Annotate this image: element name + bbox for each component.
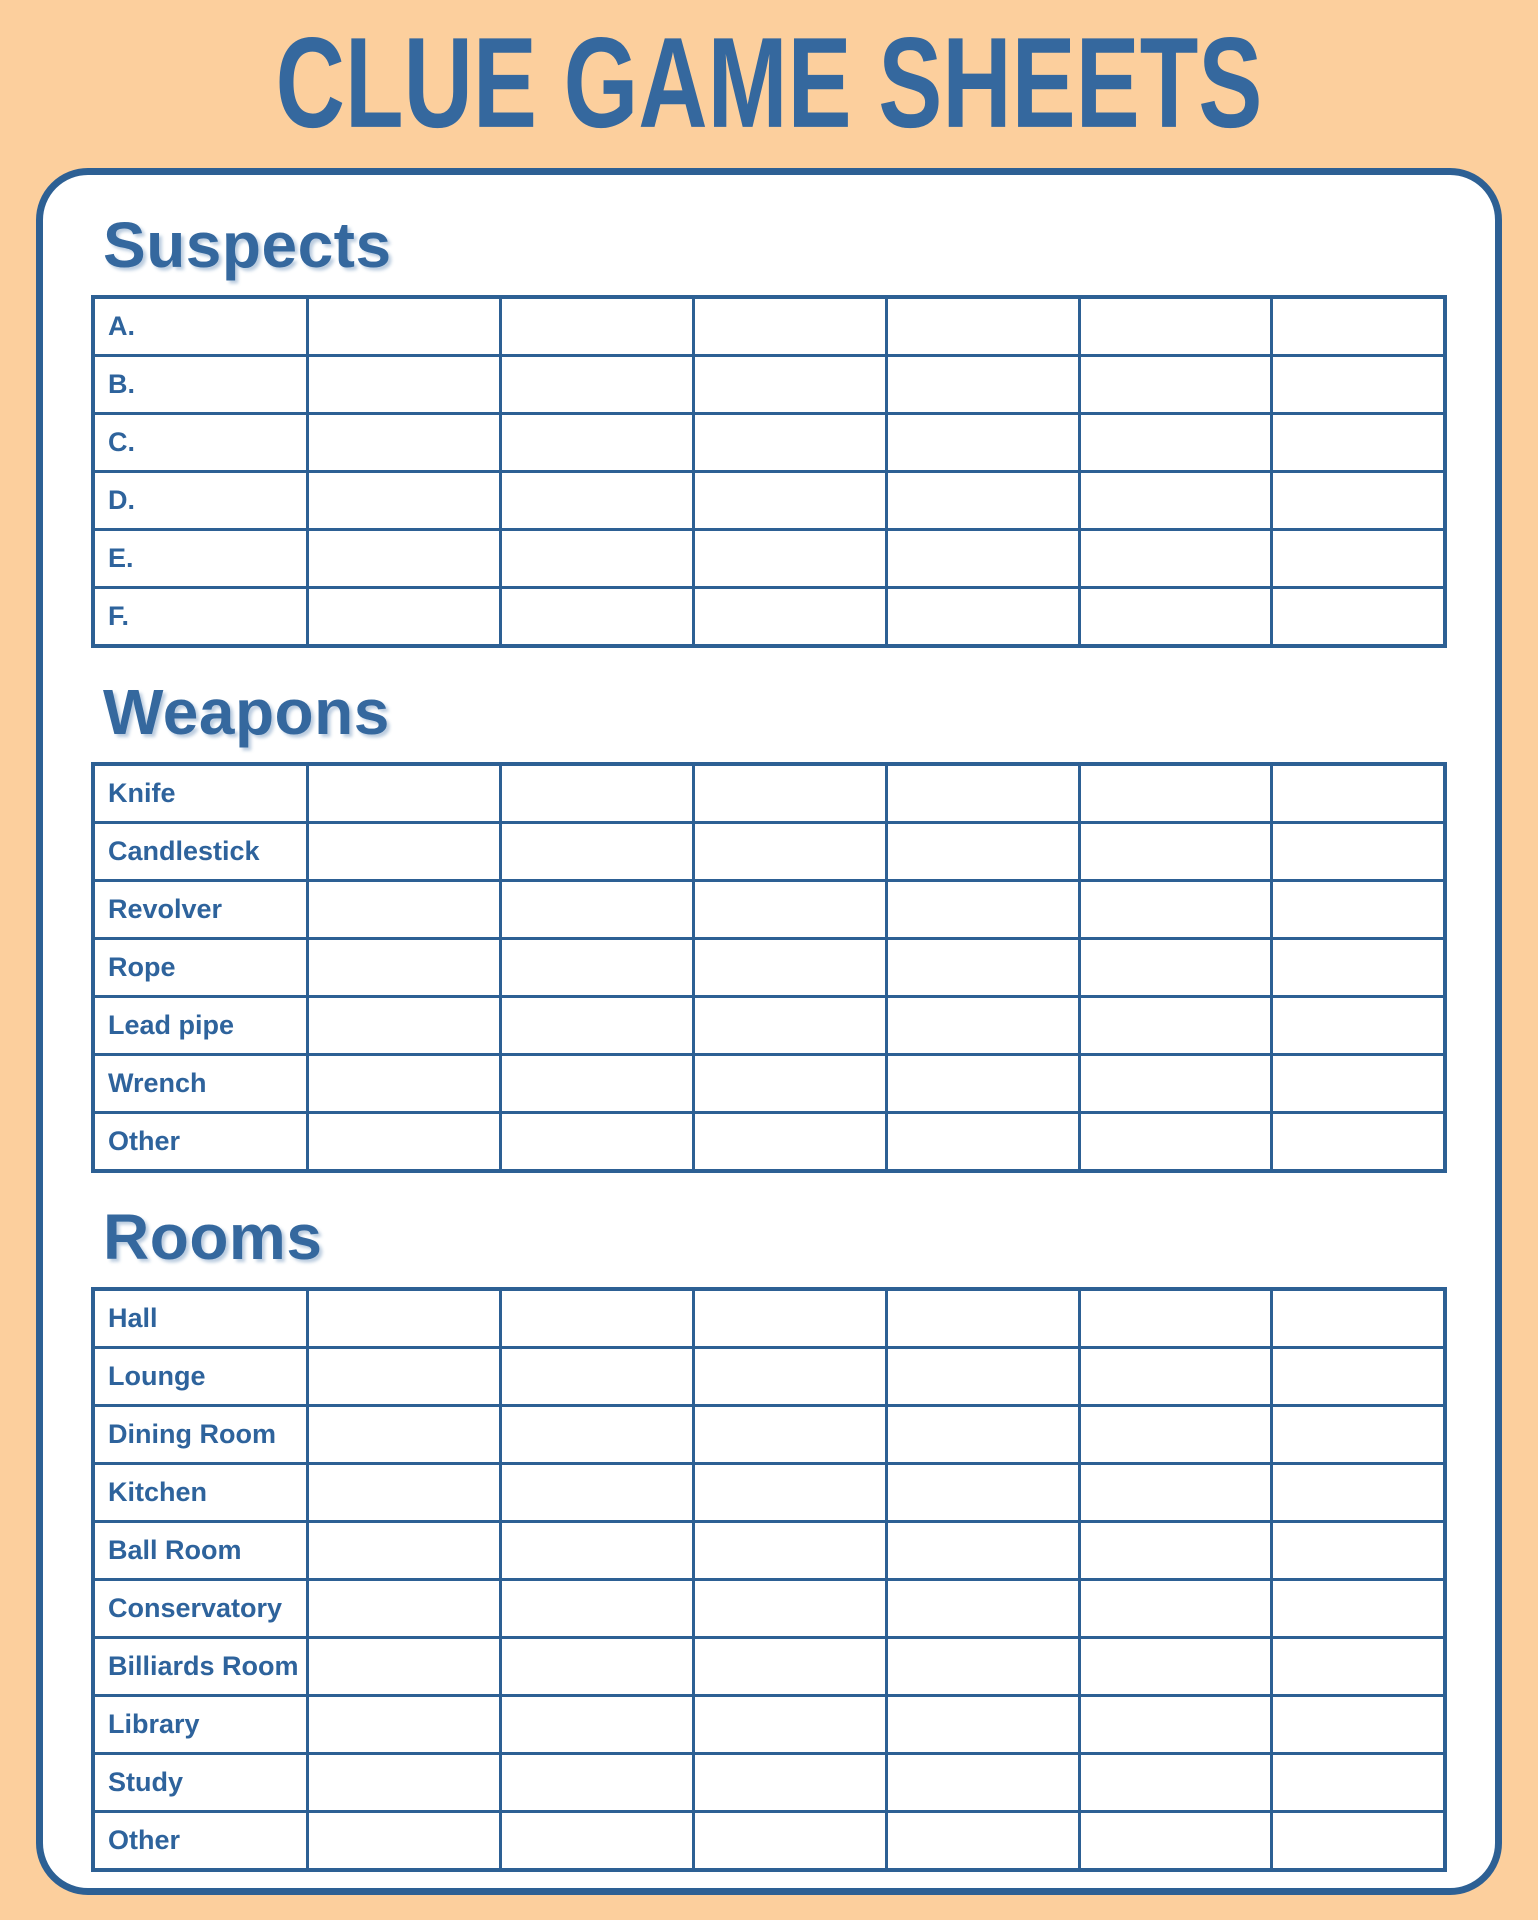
table-row [93, 1348, 1445, 1406]
mark-cell[interactable] [886, 1696, 1079, 1754]
mark-cell[interactable] [500, 1289, 693, 1348]
mark-cell[interactable] [886, 414, 1079, 472]
page-header [0, 0, 1538, 168]
row-label-rooms-7: Library [93, 1696, 307, 1754]
row-label-rooms-0: Hall [93, 1289, 307, 1348]
mark-cell[interactable] [886, 297, 1079, 356]
mark-cell[interactable] [307, 1289, 500, 1348]
mark-cell[interactable] [500, 1113, 693, 1172]
mark-cell[interactable] [1080, 1464, 1272, 1522]
mark-cell[interactable] [307, 881, 500, 939]
row-label-suspects-3: D. [93, 472, 307, 530]
mark-cell[interactable] [307, 297, 500, 356]
mark-cell[interactable] [1080, 530, 1272, 588]
mark-cell[interactable] [693, 588, 886, 647]
table-row [93, 939, 1445, 997]
table-row [93, 414, 1445, 472]
mark-cell[interactable] [1080, 1522, 1272, 1580]
mark-cell[interactable] [1271, 939, 1445, 997]
mark-cell[interactable] [693, 997, 886, 1055]
mark-cell[interactable] [1271, 1464, 1445, 1522]
table-row [93, 1754, 1445, 1812]
row-label-rooms-6: Billiards Room [93, 1638, 307, 1696]
row-label-weapons-1: Candlestick [93, 823, 307, 881]
mark-cell[interactable] [886, 1348, 1079, 1406]
mark-cell[interactable] [1080, 1113, 1272, 1172]
mark-cell[interactable] [886, 1812, 1079, 1871]
row-label-weapons-2: Revolver [93, 881, 307, 939]
mark-cell[interactable] [307, 997, 500, 1055]
mark-cell[interactable] [307, 588, 500, 647]
mark-cell[interactable] [1080, 1289, 1272, 1348]
mark-cell[interactable] [1080, 1754, 1272, 1812]
mark-cell[interactable] [693, 297, 886, 356]
table-row [93, 764, 1445, 823]
mark-cell[interactable] [693, 1522, 886, 1580]
table-row [93, 1638, 1445, 1696]
mark-cell[interactable] [886, 997, 1079, 1055]
section-weapons [91, 676, 1447, 1173]
mark-cell[interactable] [500, 530, 693, 588]
mark-cell[interactable] [1271, 881, 1445, 939]
row-label-suspects-1: B. [93, 356, 307, 414]
mark-cell[interactable] [307, 1812, 500, 1871]
rooms-table [91, 1287, 1447, 1872]
mark-cell[interactable] [1271, 1638, 1445, 1696]
mark-cell[interactable] [500, 588, 693, 647]
mark-cell[interactable] [1080, 1696, 1272, 1754]
mark-cell[interactable] [693, 472, 886, 530]
mark-cell[interactable] [1271, 588, 1445, 647]
table-row [93, 1580, 1445, 1638]
mark-cell[interactable] [886, 1113, 1079, 1172]
mark-cell[interactable] [500, 1522, 693, 1580]
mark-cell[interactable] [1080, 1638, 1272, 1696]
mark-cell[interactable] [693, 1348, 886, 1406]
table-row [93, 881, 1445, 939]
sections-container [91, 209, 1447, 1872]
mark-cell[interactable] [693, 1289, 886, 1348]
table-row [93, 588, 1445, 647]
mark-cell[interactable] [307, 472, 500, 530]
mark-cell[interactable] [1271, 1406, 1445, 1464]
mark-cell[interactable] [886, 1464, 1079, 1522]
mark-cell[interactable] [500, 1696, 693, 1754]
mark-cell[interactable] [500, 414, 693, 472]
mark-cell[interactable] [1271, 1055, 1445, 1113]
mark-cell[interactable] [1271, 297, 1445, 356]
mark-cell[interactable] [886, 1522, 1079, 1580]
mark-cell[interactable] [886, 1406, 1079, 1464]
suspects-table [91, 295, 1447, 648]
mark-cell[interactable] [1271, 1522, 1445, 1580]
section-suspects [91, 209, 1447, 648]
mark-cell[interactable] [307, 1055, 500, 1113]
row-label-rooms-9: Other [93, 1812, 307, 1871]
section-heading-rooms: Rooms [103, 1201, 323, 1273]
mark-cell[interactable] [500, 1055, 693, 1113]
mark-cell[interactable] [1271, 1696, 1445, 1754]
mark-cell[interactable] [500, 823, 693, 881]
mark-cell[interactable] [693, 1812, 886, 1871]
mark-cell[interactable] [307, 1522, 500, 1580]
table-row [93, 472, 1445, 530]
table-row [93, 1812, 1445, 1871]
row-label-rooms-5: Conservatory [93, 1580, 307, 1638]
row-label-rooms-8: Study [93, 1754, 307, 1812]
row-label-suspects-5: F. [93, 588, 307, 647]
mark-cell[interactable] [307, 1638, 500, 1696]
mark-cell[interactable] [1080, 881, 1272, 939]
mark-cell[interactable] [693, 1055, 886, 1113]
mark-cell[interactable] [886, 881, 1079, 939]
mark-cell[interactable] [307, 1348, 500, 1406]
row-label-rooms-4: Ball Room [93, 1522, 307, 1580]
mark-cell[interactable] [500, 1812, 693, 1871]
mark-cell[interactable] [500, 939, 693, 997]
row-label-rooms-2: Dining Room [93, 1406, 307, 1464]
mark-cell[interactable] [693, 823, 886, 881]
mark-cell[interactable] [886, 1289, 1079, 1348]
mark-cell[interactable] [500, 1464, 693, 1522]
mark-cell[interactable] [886, 1055, 1079, 1113]
mark-cell[interactable] [1080, 997, 1272, 1055]
mark-cell[interactable] [1080, 1406, 1272, 1464]
mark-cell[interactable] [1080, 939, 1272, 997]
row-label-suspects-2: C. [93, 414, 307, 472]
mark-cell[interactable] [693, 414, 886, 472]
section-heading-suspects: Suspects [103, 209, 392, 281]
mark-cell[interactable] [500, 1348, 693, 1406]
mark-cell[interactable] [500, 1638, 693, 1696]
table-row [93, 997, 1445, 1055]
mark-cell[interactable] [886, 356, 1079, 414]
table-row [93, 297, 1445, 356]
section-heading-weapons: Weapons [103, 676, 390, 748]
table-row [93, 530, 1445, 588]
mark-cell[interactable] [886, 1754, 1079, 1812]
mark-cell[interactable] [1271, 356, 1445, 414]
mark-cell[interactable] [1271, 530, 1445, 588]
mark-cell[interactable] [1271, 1812, 1445, 1871]
mark-cell[interactable] [307, 1580, 500, 1638]
mark-cell[interactable] [500, 472, 693, 530]
mark-cell[interactable] [307, 530, 500, 588]
mark-cell[interactable] [693, 1580, 886, 1638]
mark-cell[interactable] [886, 939, 1079, 997]
mark-cell[interactable] [693, 1464, 886, 1522]
row-label-weapons-6: Other [93, 1113, 307, 1172]
mark-cell[interactable] [1271, 1580, 1445, 1638]
mark-cell[interactable] [693, 1113, 886, 1172]
mark-cell[interactable] [1271, 823, 1445, 881]
mark-cell[interactable] [500, 1754, 693, 1812]
row-label-weapons-4: Lead pipe [93, 997, 307, 1055]
mark-cell[interactable] [1080, 1348, 1272, 1406]
mark-cell[interactable] [500, 1580, 693, 1638]
row-label-suspects-0: A. [93, 297, 307, 356]
mark-cell[interactable] [500, 297, 693, 356]
mark-cell[interactable] [307, 1464, 500, 1522]
mark-cell[interactable] [1080, 297, 1272, 356]
mark-cell[interactable] [693, 356, 886, 414]
mark-cell[interactable] [693, 939, 886, 997]
table-row [93, 1055, 1445, 1113]
section-rooms [91, 1201, 1447, 1872]
mark-cell[interactable] [693, 1638, 886, 1696]
mark-cell[interactable] [693, 1754, 886, 1812]
sheet-card [36, 168, 1502, 1895]
mark-cell[interactable] [693, 764, 886, 823]
table-row [93, 1113, 1445, 1172]
mark-cell[interactable] [500, 764, 693, 823]
mark-cell[interactable] [500, 1406, 693, 1464]
mark-cell[interactable] [1080, 1580, 1272, 1638]
mark-cell[interactable] [886, 588, 1079, 647]
mark-cell[interactable] [1271, 472, 1445, 530]
mark-cell[interactable] [886, 823, 1079, 881]
mark-cell[interactable] [1080, 356, 1272, 414]
mark-cell[interactable] [307, 1696, 500, 1754]
table-row [93, 1464, 1445, 1522]
table-row [93, 356, 1445, 414]
mark-cell[interactable] [1080, 588, 1272, 647]
mark-cell[interactable] [307, 356, 500, 414]
mark-cell[interactable] [1271, 1113, 1445, 1172]
mark-cell[interactable] [693, 530, 886, 588]
table-row [93, 823, 1445, 881]
mark-cell[interactable] [500, 881, 693, 939]
mark-cell[interactable] [693, 1406, 886, 1464]
mark-cell[interactable] [886, 472, 1079, 530]
row-label-weapons-0: Knife [93, 764, 307, 823]
mark-cell[interactable] [1080, 823, 1272, 881]
table-row [93, 1522, 1445, 1580]
mark-cell[interactable] [886, 1638, 1079, 1696]
mark-cell[interactable] [1080, 764, 1272, 823]
mark-cell[interactable] [307, 939, 500, 997]
mark-cell[interactable] [1271, 1348, 1445, 1406]
mark-cell[interactable] [1080, 414, 1272, 472]
mark-cell[interactable] [1080, 1055, 1272, 1113]
mark-cell[interactable] [307, 414, 500, 472]
mark-cell[interactable] [1271, 414, 1445, 472]
row-label-weapons-3: Rope [93, 939, 307, 997]
table-row [93, 1406, 1445, 1464]
mark-cell[interactable] [307, 1754, 500, 1812]
mark-cell[interactable] [1271, 997, 1445, 1055]
row-label-suspects-4: E. [93, 530, 307, 588]
mark-cell[interactable] [1271, 1289, 1445, 1348]
table-row [93, 1289, 1445, 1348]
mark-cell[interactable] [693, 1696, 886, 1754]
row-label-weapons-5: Wrench [93, 1055, 307, 1113]
mark-cell[interactable] [693, 881, 886, 939]
mark-cell[interactable] [1080, 1812, 1272, 1871]
mark-cell[interactable] [886, 764, 1079, 823]
mark-cell[interactable] [1080, 472, 1272, 530]
mark-cell[interactable] [1271, 1754, 1445, 1812]
mark-cell[interactable] [886, 530, 1079, 588]
mark-cell[interactable] [307, 1113, 500, 1172]
mark-cell[interactable] [307, 823, 500, 881]
row-label-rooms-1: Lounge [93, 1348, 307, 1406]
page-title: CLUE GAME SHEETS [275, 11, 1263, 156]
weapons-table [91, 762, 1447, 1173]
mark-cell[interactable] [500, 997, 693, 1055]
mark-cell[interactable] [307, 764, 500, 823]
row-label-rooms-3: Kitchen [93, 1464, 307, 1522]
mark-cell[interactable] [886, 1580, 1079, 1638]
table-row [93, 1696, 1445, 1754]
mark-cell[interactable] [500, 356, 693, 414]
mark-cell[interactable] [307, 1406, 500, 1464]
mark-cell[interactable] [1271, 764, 1445, 823]
